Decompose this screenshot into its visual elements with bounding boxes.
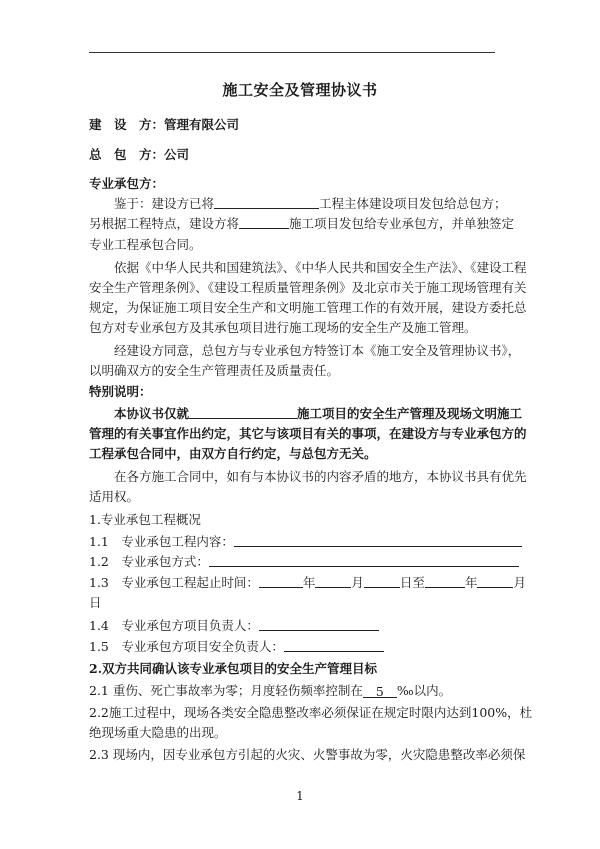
special-line1 <box>89 405 544 422</box>
party-a-line <box>89 116 519 133</box>
project-manager-blank <box>259 617 379 631</box>
para1-line3: 专业工程承包合同。 <box>89 237 202 252</box>
party-b-label: 总 包 方： <box>89 147 165 162</box>
para2-line2: 安全生产管理条例》、《建设工程质量管理条例》及北京市关于施工现场管理有关 <box>89 280 527 295</box>
section1-item3-cont: 日 <box>89 595 102 610</box>
party-c-label: 专业承包方： <box>89 176 165 191</box>
item-label: 1.1 专业承包工程内容： <box>89 534 234 549</box>
section1-item2 <box>89 553 519 570</box>
party-a-value: 管理有限公司 <box>164 117 240 132</box>
item-label: 1.5 专业承包方项目安全负责人： <box>89 639 284 654</box>
start-year-blank <box>259 574 303 588</box>
start-month-blank <box>315 574 351 588</box>
para1-text: 施工项目发包给专业承包方，并单独签定 <box>289 216 515 231</box>
safety-manager-blank <box>284 638 384 652</box>
para1-text: 工程主体建设项目发包给总包方； <box>319 196 507 211</box>
project-blank <box>214 195 319 209</box>
para2-line1: 依据《中华人民共和国建筑法》、《中华人民共和国安全生产法》、《建设工程 <box>114 260 527 275</box>
injury-rate-value: 5 <box>363 683 397 698</box>
para1-line1 <box>89 195 544 212</box>
para1-line2 <box>89 215 519 232</box>
special-project-blank <box>189 405 297 419</box>
header-rule <box>89 52 495 53</box>
date-unit: 日至 <box>399 575 425 590</box>
special-heading: 特别说明： <box>89 384 152 399</box>
para1-text: 另根据工程特点，建设方将 <box>89 216 240 231</box>
section2-heading: 2.双方共同确认该专业承包项目的安全生产管理目标 <box>89 661 378 676</box>
section2-item3-line1: 2.3 现场内，因专业承包方引起的火灾、火警事故为零，火灾隐患整改率必须保 <box>89 747 526 762</box>
date-unit: 月 <box>351 575 364 590</box>
section1-item3 <box>89 574 526 591</box>
method-blank <box>209 553 519 567</box>
special-text: 本协议书仅就 <box>114 406 190 421</box>
section1-item5 <box>89 638 519 655</box>
date-unit: 年 <box>464 575 478 590</box>
section1-item1 <box>89 533 519 550</box>
item-text: ‰以内。 <box>396 683 452 698</box>
para3-line2: 以明确双方的安全生产管理责任及质量责任。 <box>89 363 340 378</box>
section2-item2-line2: 绝现场重大隐患的出现。 <box>89 725 227 740</box>
para4-line1: 在各方施工合同中，如有与本协议书的内容矛盾的地方，本协议书具有优先 <box>114 469 527 484</box>
item-label: 1.3 专业承包工程起止时间： <box>89 575 259 590</box>
start-day-blank <box>364 574 400 588</box>
end-month-blank <box>477 574 513 588</box>
party-b-line <box>89 146 519 163</box>
party-a-label: 建 设 方： <box>89 117 165 132</box>
para4-line2: 适用权。 <box>89 489 140 504</box>
section2-item1 <box>89 682 519 699</box>
end-year-blank <box>425 574 465 588</box>
special-line2: 管理的有关事宜作出约定，其它与该项目有关的事项，在建设方与专业承包方的 <box>89 426 527 441</box>
date-unit: 月 <box>513 575 526 590</box>
section1-heading: 1.专业承包工程概况 <box>89 512 201 527</box>
page-number: 1 <box>296 789 304 803</box>
special-line3: 工程承包合同中，由双方自行约定，与总包方无关。 <box>89 446 377 461</box>
subproject-blank <box>239 215 289 229</box>
item-label: 1.2 专业承包方式： <box>89 554 209 569</box>
para1-text: 鉴于：建设方已将 <box>114 196 215 211</box>
para2-line4: 包方对专业承包方及其承包项目进行施工现场的安全生产及施工管理。 <box>89 320 477 335</box>
para3-line1: 经建设方同意，总包方与专业承包方特签订本《施工安全及管理协议书》， <box>114 343 521 358</box>
party-c-line <box>89 175 519 192</box>
party-b-value: 公司 <box>164 147 190 162</box>
content-blank <box>234 533 522 547</box>
section2-item2-line1: 2.2施工过程中，现场各类安全隐患整改率必须保证在规定时限内达到100%，杜 <box>89 705 533 720</box>
item-label: 1.4 专业承包方项目负责人： <box>89 618 259 633</box>
item-text: 2.1 重伤、死亡事故率为零；月度轻伤频率控制在 <box>89 683 363 698</box>
special-text: 施工项目的安全生产管理及现场文明施工 <box>297 406 523 421</box>
date-unit: 年 <box>302 575 316 590</box>
document-title: 施工安全及管理协议书 <box>222 81 378 99</box>
para2-line3: 规定，为保证施工项目安全生产和文明施工管理工作的有效开展，建设方委托总 <box>89 300 527 315</box>
section1-item4 <box>89 617 519 634</box>
